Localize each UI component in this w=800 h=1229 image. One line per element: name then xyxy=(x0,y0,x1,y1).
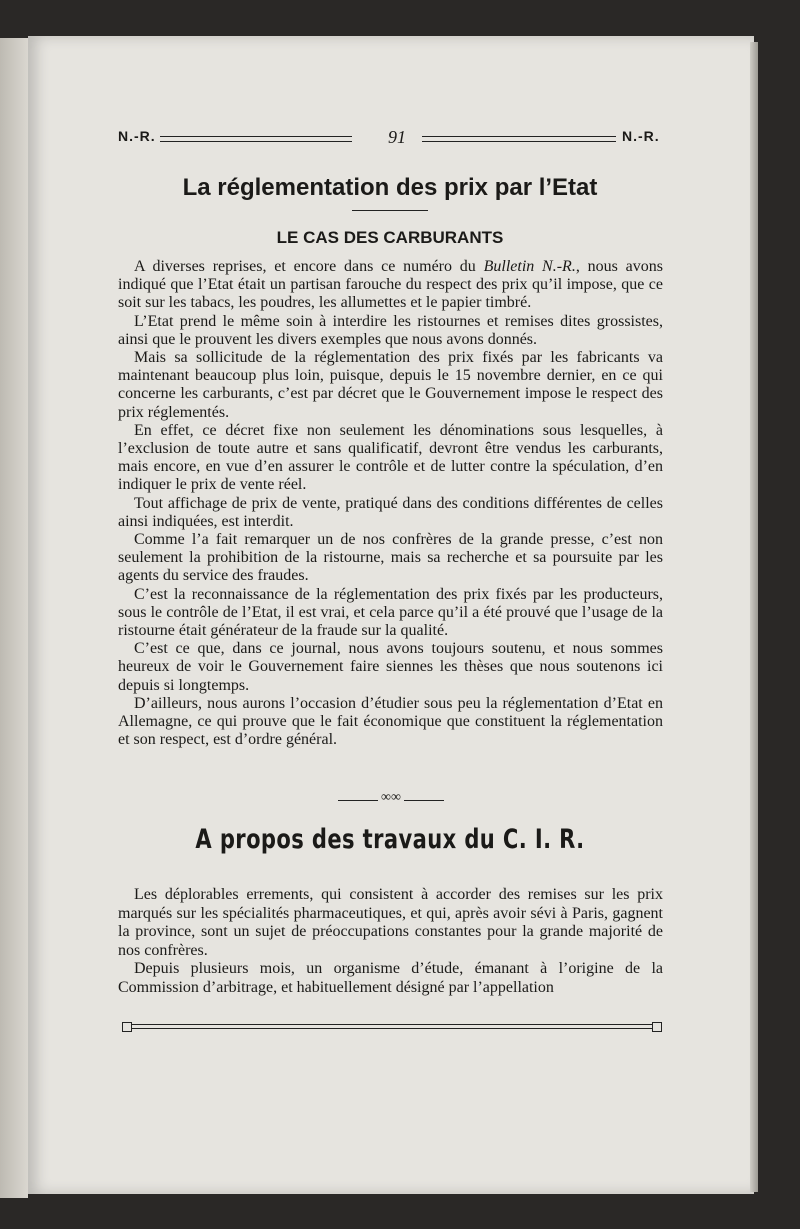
paragraph: C’est ce que, dans ce journal, nous avons toujours soutenu, et nous sommes heureux de voir le Gouvernement faire siennes les thèses que nous soutenons ici depuis si longtemps. xyxy=(118,640,663,694)
page-bottom-rule xyxy=(122,1022,662,1032)
publication-name: Bulletin N.-R. xyxy=(483,258,576,275)
title-underline xyxy=(352,210,428,211)
facing-page-edge xyxy=(0,38,28,1198)
article-body xyxy=(118,258,663,749)
paragraph: Mais sa sollicitude de la réglementation des prix fixés par les fabricants va maintenant beaucoup plus loin, puisque, depuis le 15 novembre dernier, en ce qui concerne les carburants, c’est par décret que le Gouvernement impose le respect des prix réglementés. xyxy=(118,349,663,421)
paragraph: Tout affichage de prix de vente, pratiqué dans des conditions différentes de celles ainsi indiquées, est interdit. xyxy=(118,494,663,530)
paragraph: A diverses reprises, et encore dans ce numéro du Bulletin N.-R., nous avons indiqué que l’Etat était un partisan farouche du respect des prix qu’il impose, que ce soit sur les tabacs, les poudres, les allumettes et le papier timbré. xyxy=(118,258,663,312)
paragraph: L’Etat prend le même soin à interdire les ristournes et remises dites grossistes, ainsi que le prouvent les divers exemples que nous avons donnés. xyxy=(118,312,663,348)
page-number: 91 xyxy=(388,127,406,147)
paragraph: D’ailleurs, nous aurons l’occasion d’étudier sous peu la réglementation d’Etat en Allemagne, ce qui prouve que le fait économique que constituent la réglementation et son respect, est d’ordre général. xyxy=(118,694,663,749)
second-article-body xyxy=(118,886,663,998)
page-edge xyxy=(750,42,758,1192)
paragraph: En effet, ce décret fixe non seulement les dénominations sous lesquelles, à l’exclusion de toute autre et sans qualificatif, devront être vendus les carburants, mais encore, en vue d’en assurer le contrôle et de lutter contre la spéculation, d’en indiquer le prix de vente réel. xyxy=(118,421,663,494)
header-rule-left xyxy=(160,136,352,142)
running-header-left: N.-R. xyxy=(118,128,156,144)
paragraph: Les déplorables errements, qui consistent à accorder des remises sur les prix marqués sur les spécialités pharmaceutiques, et qui, après avoir sévi à Paris, gagnent la province, sont un sujet de préoccupations constantes pour la grande majorité de nos confrères. xyxy=(118,886,663,959)
paragraph: C’est la reconnaissance de la réglementation des prix fixés par les producteurs, sous le contrôle de l’Etat, il est vrai, et cela parce qu’il a été prouvé que l’usage de la ristourne était générateur de la fraude sur la qualité. xyxy=(118,585,663,640)
second-article-title: A propos des travaux du C. I. R. xyxy=(195,824,585,855)
paragraph: Depuis plusieurs mois, un organisme d’étude, émanant à l’origine de la Commission d’arbitrage, et habituellement désigné par l’appellation xyxy=(118,960,663,996)
running-header-right: N.-R. xyxy=(622,128,660,144)
article-subtitle: LE CAS DES CARBURANTS xyxy=(276,228,504,247)
article-title: La réglementation des prix par l’Etat xyxy=(182,174,598,201)
header-rule-right xyxy=(422,136,616,142)
paragraph: Comme l’a fait remarquer un de nos confrères de la grande presse, c’est non seulement la prohibition de la ristourne, mais sa recherche et sa poursuite par les agents du service des fraudes. xyxy=(118,531,663,585)
section-separator-ornament: ∞∞ xyxy=(338,793,444,807)
